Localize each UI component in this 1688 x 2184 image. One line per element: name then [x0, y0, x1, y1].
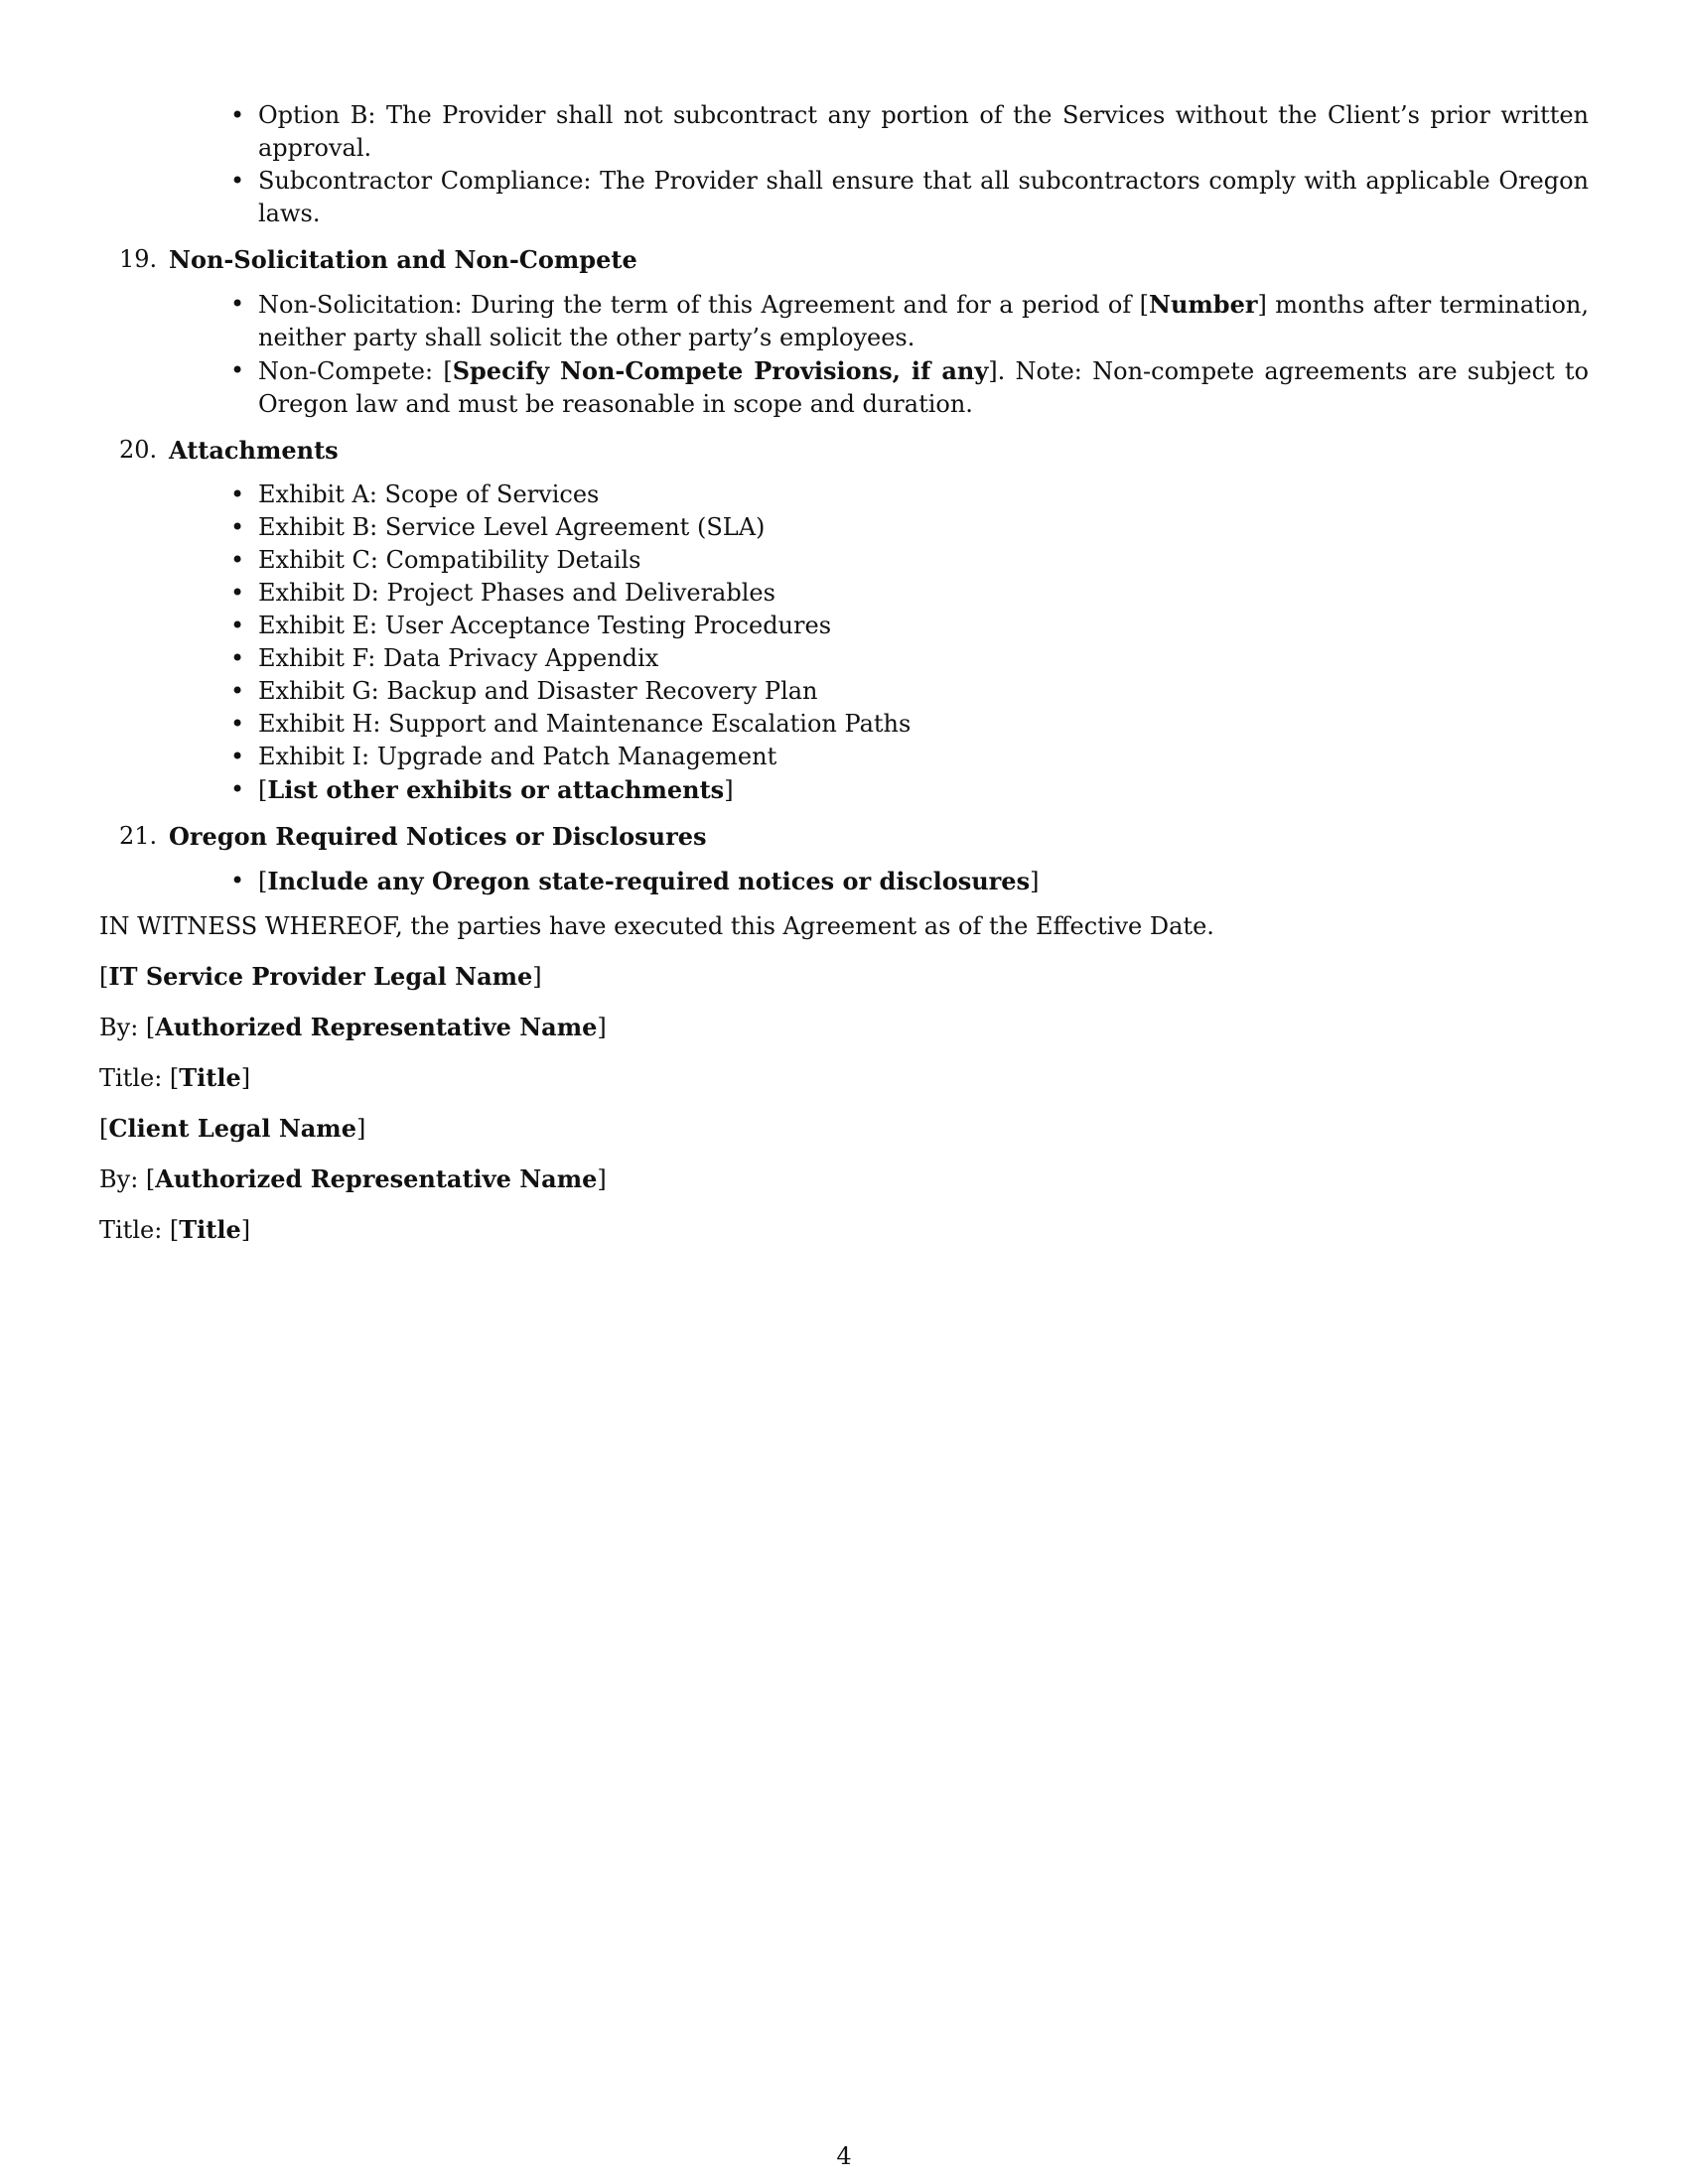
provider-title-line: Title: [Title]	[99, 1063, 251, 1092]
section-19-list	[99, 288, 1589, 421]
list-item: • Exhibit I: Upgrade and Patch Management	[228, 741, 1589, 773]
list-item: • Exhibit E: User Acceptance Testing Procedures	[228, 610, 1589, 642]
placeholder-provider-title: Title	[179, 1063, 241, 1092]
placeholder-non-compete: Specify Non-Compete Provisions, if any	[452, 356, 989, 385]
title-label: Title:	[99, 1064, 163, 1092]
section-19-heading	[99, 243, 1589, 277]
by-label: By:	[99, 1165, 139, 1193]
placeholder-client-representative: Authorized Representative Name	[155, 1164, 598, 1193]
title-label: Title:	[99, 1216, 163, 1244]
list-item: • Exhibit B: Service Level Agreement (SLA)	[228, 511, 1589, 544]
list-item: • [List other exhibits or attachments]	[228, 773, 1589, 807]
list-item: • Exhibit H: Support and Maintenance Escalation Paths	[228, 708, 1589, 741]
section-title: Non-Solicitation and Non-Compete	[169, 245, 637, 274]
section-21-heading	[99, 820, 1589, 854]
placeholder-oregon-notices: Include any Oregon state-required notices or disclosures	[267, 867, 1031, 895]
section-21-list	[99, 865, 1589, 898]
list-item: • Non-Compete: [Specify Non-Compete Provisions, if any]. Note: Non-compete agreements are subject to Oregon law and must be reasonable in scope and duration.	[228, 354, 1589, 421]
list-item: • Non-Solicitation: During the term of this Agreement and for a period of [Number] months after termination, neither party shall solicit the other party’s employees.	[228, 288, 1589, 354]
list-item: • Exhibit A: Scope of Services	[228, 478, 1589, 511]
list-item: • Exhibit D: Project Phases and Deliverables	[228, 577, 1589, 610]
option-b-text: Option B: The Provider shall not subcontract any portion of the Services without the Client’s prior written approval.	[258, 101, 1589, 162]
list-item: • Exhibit G: Backup and Disaster Recovery Plan	[228, 675, 1589, 708]
page-number: 4	[836, 2142, 852, 2170]
section-20-heading	[99, 434, 1589, 468]
subcontracting-options-list	[99, 99, 1589, 230]
document-page	[99, 99, 1589, 1264]
section-title: Oregon Required Notices or Disclosures	[169, 822, 707, 851]
list-item	[228, 99, 1589, 165]
placeholder-provider-legal-name: IT Service Provider Legal Name	[108, 962, 533, 991]
client-title-line: Title: [Title]	[99, 1215, 251, 1244]
section-number: 21.	[119, 822, 158, 850]
provider-legal-name-line: [IT Service Provider Legal Name]	[99, 962, 542, 991]
placeholder-client-legal-name: Client Legal Name	[108, 1114, 356, 1143]
list-item	[228, 165, 1589, 230]
placeholder-number: Number	[1149, 290, 1258, 319]
witness-statement: IN WITNESS WHEREOF, the parties have executed this Agreement as of the Effective Date.	[99, 912, 1214, 940]
section-number: 20.	[119, 436, 158, 464]
subcontractor-compliance-text: Subcontractor Compliance: The Provider shall ensure that all subcontractors comply with applicable Oregon laws.	[258, 167, 1589, 227]
placeholder-provider-representative: Authorized Representative Name	[155, 1013, 598, 1041]
client-by-line: By: [Authorized Representative Name]	[99, 1164, 607, 1193]
exhibits-list	[99, 478, 1589, 807]
list-item: • [Include any Oregon state-required notices or disclosures]	[228, 865, 1589, 898]
section-title: Attachments	[169, 436, 339, 465]
by-label: By:	[99, 1014, 139, 1041]
client-legal-name-line: [Client Legal Name]	[99, 1114, 366, 1143]
placeholder-client-title: Title	[179, 1215, 241, 1244]
list-item: • Exhibit C: Compatibility Details	[228, 544, 1589, 577]
section-number: 19.	[119, 245, 158, 273]
placeholder-other-exhibits: List other exhibits or attachments	[267, 775, 725, 804]
list-item: • Exhibit F: Data Privacy Appendix	[228, 642, 1589, 675]
provider-by-line: By: [Authorized Representative Name]	[99, 1013, 607, 1041]
